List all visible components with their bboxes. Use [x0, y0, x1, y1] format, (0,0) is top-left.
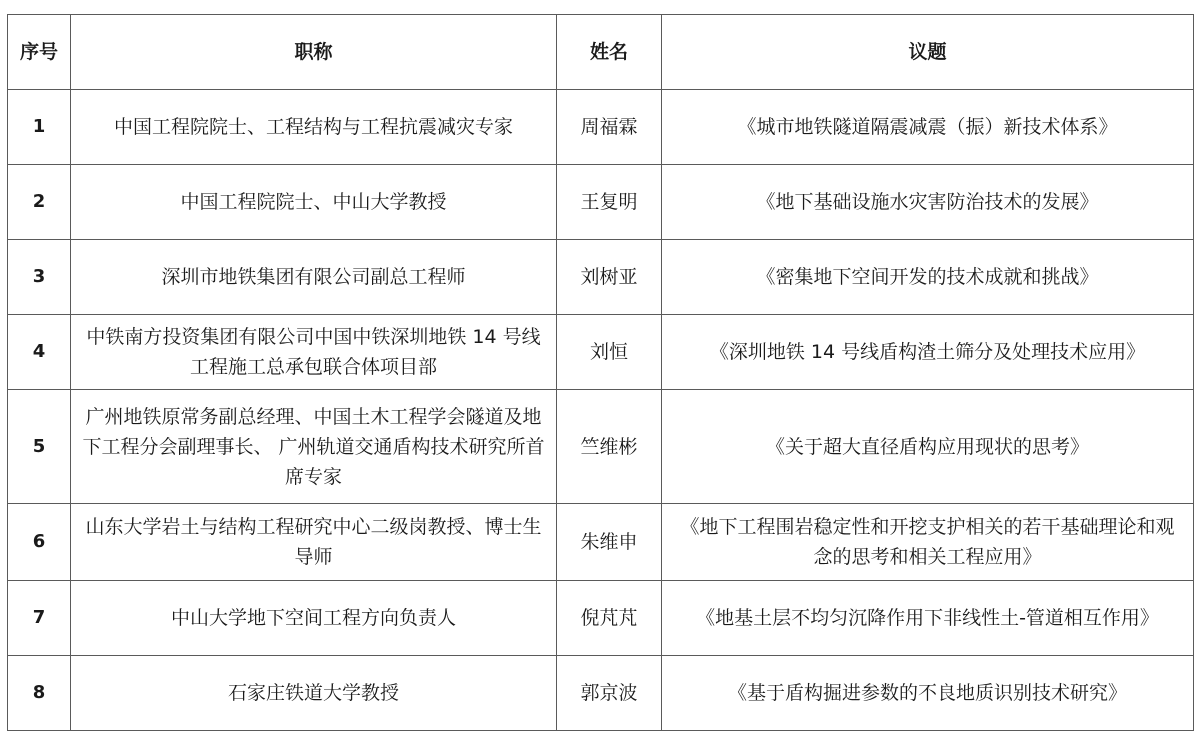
speaker-table — [7, 14, 1194, 731]
row-name: 郭京波 — [557, 656, 662, 731]
row-title — [71, 90, 557, 165]
row-topic — [662, 656, 1194, 731]
row-topic-text: 《密集地下空间开发的技术成就和挑战》 — [756, 266, 1099, 288]
row-title-text: 中铁南方投资集团有限公司中国中铁深圳地铁 14 号线工程施工总承包联合体项目部 — [86, 326, 541, 378]
row-topic — [662, 390, 1194, 504]
row-name: 刘树亚 — [557, 240, 662, 315]
row-title — [71, 504, 557, 581]
table-body — [8, 90, 1194, 731]
row-topic-text: 《城市地铁隧道隔震减震（振）新技术体系》 — [737, 116, 1118, 138]
row-topic-text: 《地下基础设施水灾害防治技术的发展》 — [756, 191, 1099, 213]
row-title-text: 中国工程院院士、中山大学教授 — [180, 191, 447, 213]
row-topic-text: 《地基土层不均匀沉降作用下非线性土-管道相互作用》 — [696, 607, 1159, 629]
row-name: 倪芃芃 — [557, 581, 662, 656]
header-topic: 议题 — [662, 15, 1194, 90]
table-row — [8, 315, 1194, 390]
row-topic-text: 《关于超大直径盾构应用现状的思考》 — [765, 435, 1089, 458]
row-index: 4 — [8, 315, 71, 390]
row-name: 周福霖 — [557, 90, 662, 165]
header-index: 序号 — [8, 15, 71, 90]
row-topic — [662, 165, 1194, 240]
table-row — [8, 390, 1194, 504]
header-title: 职称 — [71, 15, 557, 90]
table-row — [8, 504, 1194, 581]
row-name: 刘恒 — [557, 315, 662, 390]
row-index: 7 — [8, 581, 71, 656]
row-title — [71, 315, 557, 390]
table-row — [8, 656, 1194, 731]
table-row — [8, 581, 1194, 656]
row-title-text: 中山大学地下空间工程方向负责人 — [170, 607, 456, 629]
row-title — [71, 165, 557, 240]
row-topic — [662, 315, 1194, 390]
row-topic — [662, 504, 1194, 581]
row-index: 5 — [8, 390, 71, 504]
row-title — [71, 656, 557, 731]
row-topic-text: 《深圳地铁 14 号线盾构渣土筛分及处理技术应用》 — [709, 341, 1146, 363]
row-topic — [662, 90, 1194, 165]
row-title — [71, 581, 557, 656]
row-title-text: 深圳市地铁集团有限公司副总工程师 — [161, 266, 466, 288]
row-index: 8 — [8, 656, 71, 731]
row-title-text: 中国工程院院士、工程结构与工程抗震减灾专家 — [113, 116, 513, 138]
table-header — [8, 15, 1194, 90]
row-title-text: 石家庄铁道大学教授 — [227, 682, 399, 704]
table-row — [8, 90, 1194, 165]
row-topic-text: 《地下工程围岩稳定性和开挖支护相关的若干基础理论和观念的思考和相关工程应用》 — [680, 516, 1175, 568]
row-topic-text: 《基于盾构掘进参数的不良地质识别技术研究》 — [727, 682, 1127, 704]
row-name: 王复明 — [557, 165, 662, 240]
row-topic — [662, 240, 1194, 315]
row-name: 竺维彬 — [557, 390, 662, 504]
row-title-text: 广州地铁原常务副总经理、中国土木工程学会隧道及地下工程分会副理事长、 广州轨道交通盾构技术研究所首席专家 — [82, 405, 545, 488]
row-title-text: 山东大学岩土与结构工程研究中心二级岗教授、博士生导师 — [85, 516, 542, 568]
header-name: 姓名 — [557, 15, 662, 90]
row-index: 1 — [8, 90, 71, 165]
row-title — [71, 240, 557, 315]
table-row — [8, 165, 1194, 240]
row-title — [71, 390, 557, 504]
row-name: 朱维申 — [557, 504, 662, 581]
table-row — [8, 240, 1194, 315]
header-row — [8, 15, 1194, 90]
row-index: 3 — [8, 240, 71, 315]
row-index: 2 — [8, 165, 71, 240]
row-index: 6 — [8, 504, 71, 581]
row-topic — [662, 581, 1194, 656]
